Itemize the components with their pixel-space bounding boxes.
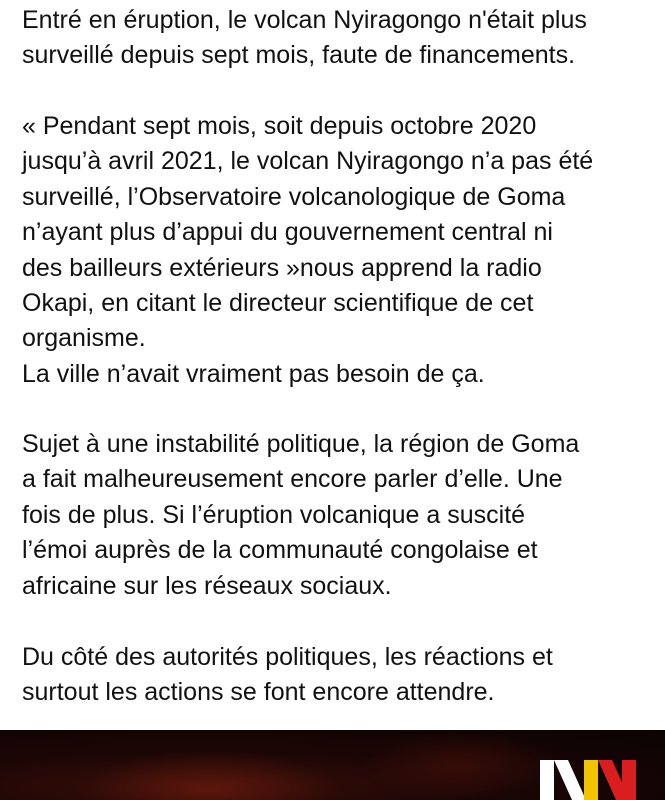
paragraph-line: La ville n’avait vraiment pas besoin de ça.	[22, 359, 485, 388]
paragraph-line: surtout les actions se font encore attendre.	[22, 678, 495, 707]
article-paragraph	[22, 109, 593, 392]
paragraph-line: l’émoi auprès de la communauté congolaise et	[22, 536, 538, 565]
paragraph-line: Entré en éruption, le volcan Nyiragongo n'était plus	[22, 6, 587, 34]
paragraph-line: Okapi, en citant le directeur scientifique de cet	[22, 289, 534, 318]
article-paragraph	[22, 427, 579, 604]
paragraph-line: a fait malheureusement encore parler d’elle. Une	[22, 465, 563, 494]
paragraph-line: organisme.	[22, 324, 146, 353]
brand-logo-icon	[538, 756, 638, 800]
paragraph-line: « Pendant sept mois, soit depuis octobre 2020	[22, 112, 537, 140]
paragraph-line: Du côté des autorités politiques, les réactions et	[22, 643, 553, 671]
article-paragraph	[22, 640, 553, 711]
paragraph-line: africaine sur les réseaux sociaux.	[22, 571, 392, 600]
image-glow	[360, 730, 560, 800]
image-glow	[80, 750, 340, 800]
article-paragraph	[22, 3, 587, 74]
paragraph-line: n’ayant plus d’appui du gouvernement central ni	[22, 218, 553, 247]
paragraph-line: surveillé depuis sept mois, faute de financements.	[22, 41, 576, 70]
paragraph-line: surveillé, l’Observatoire volcanologique de Goma	[22, 182, 566, 211]
paragraph-line: fois de plus. Si l’éruption volcanique a suscité	[22, 500, 526, 529]
paragraph-line: Sujet à une instabilité politique, la région de Goma	[22, 430, 580, 458]
paragraph-line: des bailleurs extérieurs »nous apprend la radio	[22, 253, 542, 282]
paragraph-line: jusqu’à avril 2021, le volcan Nyiragongo n’a pas été	[22, 147, 594, 176]
